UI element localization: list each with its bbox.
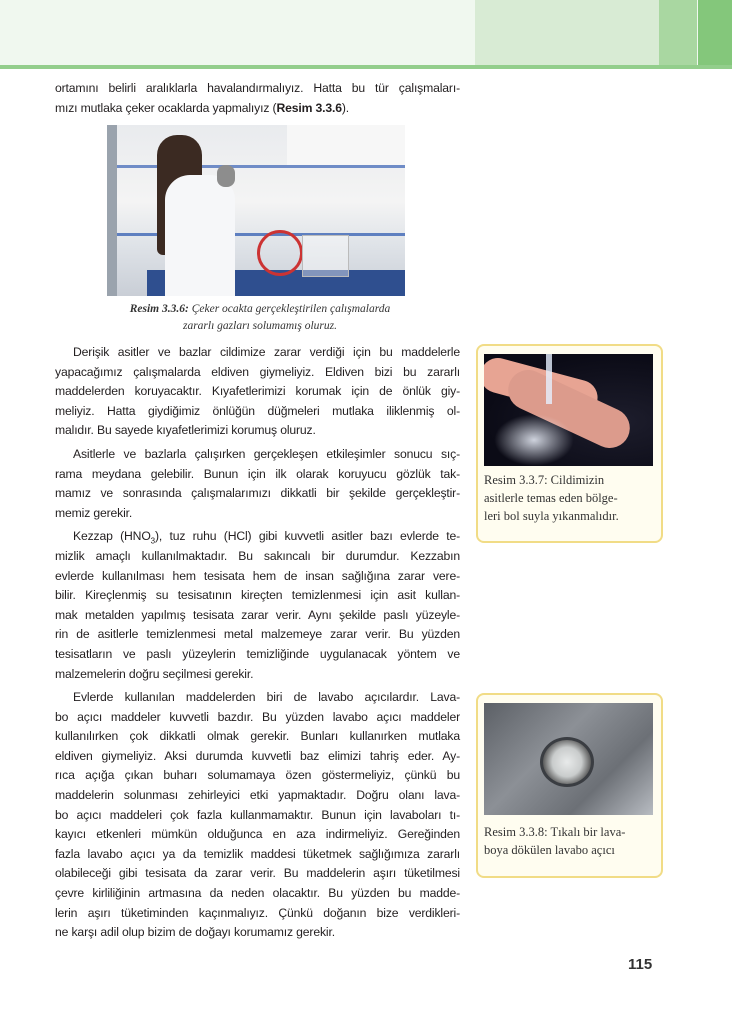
text-line: ne karşı adil olup bizim de doğayı korumamız gerekir. <box>55 925 335 940</box>
paragraph <box>55 688 460 943</box>
text-line: Asitlerle ve bazlarla çalışırken gerçekleşen etkileşimler sonucu sıç- <box>73 446 460 461</box>
header-block-light <box>475 0 659 66</box>
text-run: Kezzap (HNO <box>73 529 151 544</box>
figure-reference: Resim 3.3.6 <box>276 100 342 115</box>
text-line: kullanılırken çok dikkatli olmak gerekir. Bunları kullanırken mutlaka <box>55 729 460 744</box>
text-line: rama meydana gelebilir. Bunun için ilk olarak koruyucu gözlük tak- <box>55 466 460 481</box>
text-line <box>55 99 460 119</box>
text-run: ). <box>341 100 350 115</box>
caption-line: Resim 3.3.7: Cildimizin <box>484 473 605 487</box>
side-figure-338 <box>476 693 663 878</box>
figure-337-caption <box>484 471 619 525</box>
text-line: bilir. Kireçlenmiş su tesisatının kireçten temizlenmesi için asit kullan- <box>55 588 460 603</box>
side-figure-337 <box>476 344 663 543</box>
text-line: maddelerden koruyacaktır. Kıyafetlerimizi korumak için de önlük giy- <box>55 384 460 399</box>
hand-washing-photo <box>484 354 653 466</box>
caption-line: leri bol suyla yıkanmalıdır. <box>484 509 619 523</box>
caption-line: asitlerle temas eden bölge- <box>484 491 618 505</box>
figure-336-caption-line2: zararlı gazları solumamış oluruz. <box>182 320 337 332</box>
text-line: mamız ve sonrasında çalışmalarımızı dikkatli bir şekilde gerçekleştir- <box>55 486 460 501</box>
text-line: meliyiz. Hatta giydiğimiz önlüğün düğmeleri mutlaka iliklenmiş ol- <box>55 403 460 418</box>
text-line: çevre kirliliğinin artmasına da neden olacaktır. Bu yüzden bu madde- <box>55 886 460 901</box>
intro-text <box>55 79 460 118</box>
text-line: rin de asitlerle temizlenmesi metal malzemeye zarar verir. Bu yüzden <box>55 627 460 642</box>
page-number: 115 <box>628 956 653 973</box>
text-line: ortamını belirli aralıklarla havalandırmalıyız. Hatta bu tür çalışmaları- <box>55 81 460 95</box>
text-line: evlerde kullanılması hem tesisata hem de insan sağlığına zarar vere- <box>55 568 460 583</box>
figure-338-caption <box>484 823 625 859</box>
text-line: olabileceği gibi tesisata da zarar verir. Bu maddelerin aşırı tüketilmesi <box>55 866 460 881</box>
caption-line: boya dökülen lavabo açıcı <box>484 843 615 857</box>
header-block-mid <box>659 0 697 66</box>
paragraph <box>55 527 460 684</box>
sink-drain-photo <box>484 703 653 815</box>
text-line: kayıcı etkenleri mümkün olduğunca en aza indirmeliyiz. Gereğinden <box>55 827 460 842</box>
paragraph <box>55 445 460 523</box>
subscript: 3 <box>150 536 155 546</box>
text-line: lerin aşırı tüketiminden kaçınmalıyız. Çünkü doğanın bize verdikleri- <box>55 905 460 920</box>
text-line: eldiven giymeliyiz. Aksi durumda kuvvetli baz elimizi tahriş eder. Ay- <box>55 748 460 763</box>
text-run: ), tuz ruhu (HCl) gibi kuvvetli asitler bazı evlerde te- <box>154 529 461 544</box>
text-line: malzemelerin doğru seçilmesi gerekir. <box>55 666 254 681</box>
text-line: memiz gerekir. <box>55 505 133 520</box>
text-line: Derişik asitler ve bazlar cildimize zarar verdiği için bu maddelerle <box>73 345 460 359</box>
figure-fume-hood-photo <box>107 125 405 296</box>
header-block-dark <box>698 0 732 66</box>
text-line <box>55 527 460 547</box>
text-line: bo açıcı maddeleri çok fazla kullanmamaktır. Bunun için lavaboları tı- <box>55 807 460 822</box>
figure-336-caption <box>95 301 425 335</box>
text-line: tesisatların ve paslı yüzeylerin temizliğinde uygulanacak yöntem ve <box>55 646 460 661</box>
text-line: maddelerin solunması zehirleyici etki yapmaktadır. Doğru olanı lava- <box>55 788 460 803</box>
header-divider <box>0 65 732 69</box>
text-line: mizlik amaçlı kullanılmaktadır. Bu sakıncalı bir durumdur. Kezzabın <box>55 548 460 563</box>
text-line: mak metalden yapılmış tesisata zarar verir. Aynı şekilde paslı yüzeyle- <box>55 607 460 622</box>
text-line: bo açıcı maddeler kuvvetli bazdır. Bu yüzden lavabo açıcı maddeler <box>55 709 460 724</box>
text-line: malıdır. Bu sayede kıyafetlerimizi korumuş oluruz. <box>55 423 316 438</box>
figure-336-caption-line1: Çeker ocakta gerçekleştirilen çalışmalarda <box>188 303 391 315</box>
text-line: rıca açığa çıkan buharı solumamaya özen göstermeliyiz, çünkü bu <box>55 768 460 783</box>
text-line: yapacağımız çalışmalarda eldiven giymeliyiz. Eldiven bizi bu zararlı <box>55 364 460 379</box>
text-run: mızı mutlaka çeker ocaklarda yapmalıyız ( <box>55 100 277 115</box>
body-text <box>55 343 460 947</box>
text-line: Evlerde kullanılan maddelerden biri de lavabo açıcılardır. Lava- <box>73 690 460 705</box>
page-header-band <box>0 0 732 66</box>
figure-336-label: Resim 3.3.6: <box>129 303 189 315</box>
text-line: fazla lavabo açıcı ya da temizlik maddesi tüketmek sağlığımıza zararlı <box>55 846 460 861</box>
paragraph <box>55 343 460 441</box>
caption-line: Resim 3.3.8: Tıkalı bir lava- <box>484 825 626 839</box>
